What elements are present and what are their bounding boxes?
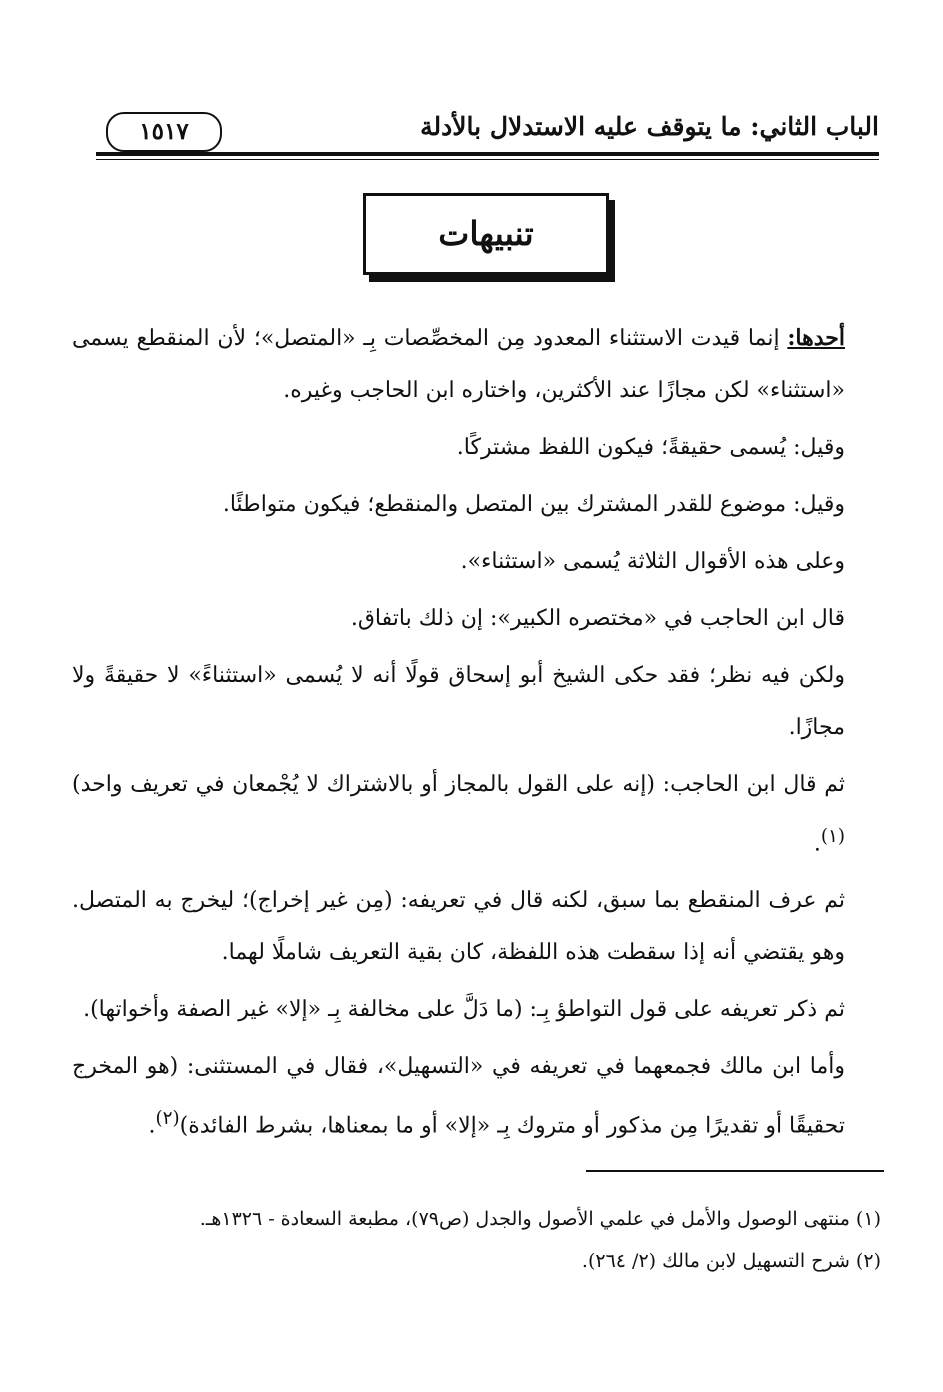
paragraph-10 — [72, 1041, 845, 1152]
chapter-title: الباب الثاني: ما يتوقف عليه الاستدلال بالأدلة — [420, 112, 879, 141]
header-rule-thin — [96, 159, 879, 160]
page-number: ١٥١٧ — [106, 112, 222, 152]
section-title-box — [363, 193, 609, 275]
paragraph-4: وعلى هذه الأقوال الثلاثة يُسمى «استثناء». — [460, 549, 845, 574]
footnotes — [100, 1198, 881, 1282]
section-title: تنبيهات — [438, 214, 534, 253]
footnote-separator — [586, 1170, 884, 1172]
paragraph-1 — [72, 312, 845, 417]
paragraph-9: ثم ذكر تعريفه على قول التواطؤ بِـ: (ما دَلَّ على مخالفة بِـ «إلا» غير الصفة وأخواتها). — [83, 997, 845, 1023]
footnote-2: (٢) شرح التسهيل لابن مالك (٢/ ٢٦٤). — [581, 1250, 881, 1272]
footnote-1: (١) منتهى الوصول والأمل في علمي الأصول والجدل (ص٧٩)، مطبعة السعادة - ١٣٢٦هـ. — [199, 1208, 881, 1230]
body-text — [72, 312, 845, 1158]
footnote-ref-1: (١) — [820, 826, 845, 847]
paragraph-6: ولكن فيه نظر؛ فقد حكى الشيخ أبو إسحاق قولًا أنه لا يُسمى «استثناءً» لا حقيقةً ولا مجازًا. — [72, 663, 845, 740]
paragraph-7-end: . — [813, 831, 821, 857]
paragraph-10-text: وأما ابن مالك فجمعهما في تعريفه في «التسهيل»، فقال في المستثنى: (هو المخرج تحقيقًا أو تقديرًا مِن مذكور أو متروك بِـ «إلا» أو ما بمعناها، بشرط الفائدة) — [72, 1054, 845, 1139]
paragraph-8: ثم عرف المنقطع بما سبق، لكنه قال في تعريفه: (مِن غير إخراج)؛ ليخرج به المتصل. وهو يقتضي أنه إذا سقطت هذه اللفظة، كان بقية التعريف شاملًا لهما. — [72, 888, 845, 966]
paragraph-7 — [72, 759, 845, 870]
paragraph-10-end: . — [148, 1113, 156, 1139]
running-header — [92, 106, 879, 150]
paragraph-3: وقيل: موضوع للقدر المشترك بين المتصل والمنقطع؛ فيكون متواطئًا. — [222, 492, 845, 517]
paragraph-lead: أحدها: — [787, 325, 845, 351]
paragraph-5: قال ابن الحاجب في «مختصره الكبير»: إن ذلك باتفاق. — [350, 606, 845, 631]
footnote-ref-2: (٢) — [155, 1108, 180, 1130]
header-rule-thick — [96, 152, 879, 156]
paragraph-2: وقيل: يُسمى حقيقةً؛ فيكون اللفظ مشتركًا. — [456, 435, 845, 460]
paragraph-7-text: ثم قال ابن الحاجب: (إنه على القول بالمجاز أو بالاشتراك لا يُجْمعان في تعريف واحد) — [72, 772, 845, 797]
paragraph-1-text: إنما قيدت الاستثناء المعدود مِن المخصِّصات بِـ «المتصل»؛ لأن المنقطع يسمى «استثناء» لكن مجازًا عند الأكثرين، واختاره ابن الحاجب وغيره. — [72, 326, 845, 403]
